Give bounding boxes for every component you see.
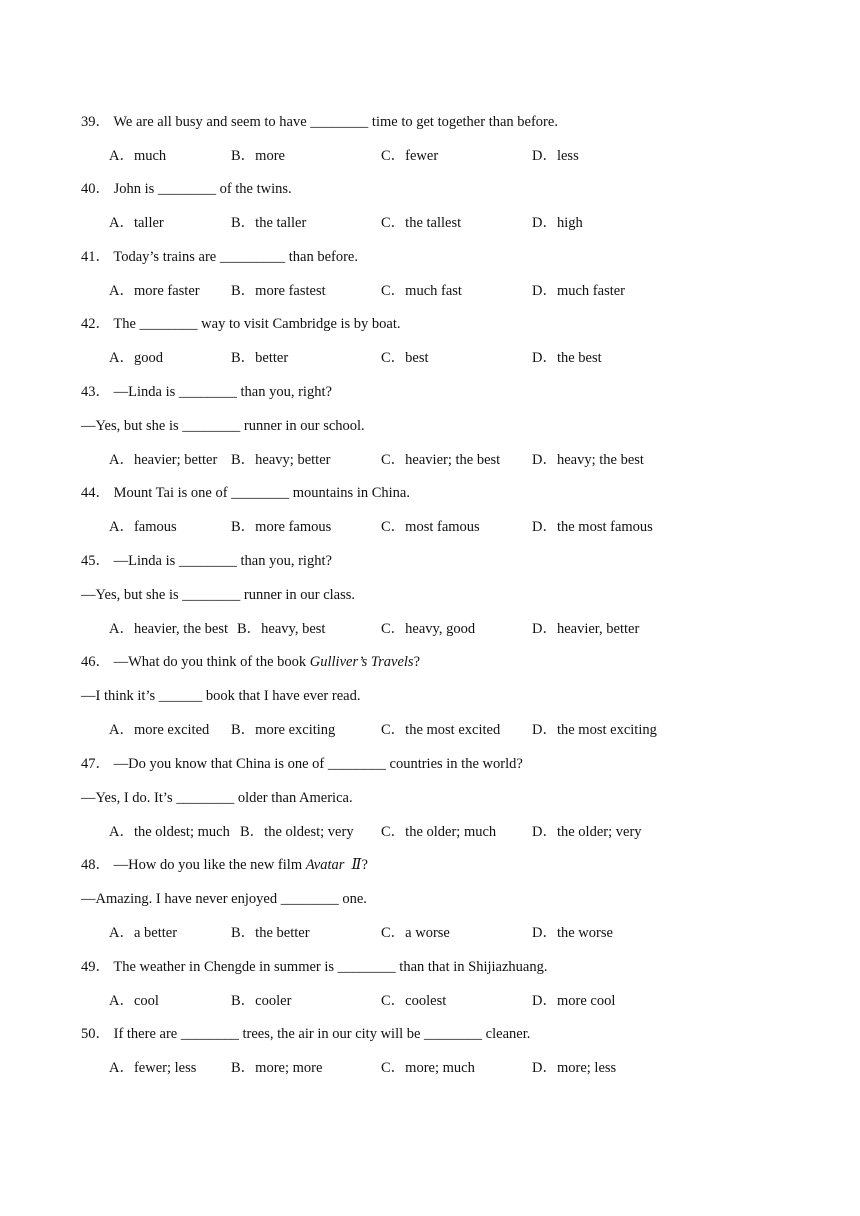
question-45: 45． —Linda is ________ than you, right? [81,553,332,569]
option-40-d[interactable]: D．high [532,215,583,231]
option-46-a[interactable]: A．more excited [109,722,210,738]
option-40-b[interactable]: B．the taller [231,215,307,231]
option-43-c[interactable]: C．heavier; the best [381,452,501,468]
option-46-c[interactable]: C．the most excited [381,722,501,738]
option-41-c[interactable]: C．much fast [381,283,462,299]
question-45-response: —Yes, but she is ________ runner in our class. [81,587,356,603]
question-46-response: —I think it’s ______ book that I have ever read. [81,688,361,704]
option-49-d[interactable]: D．more cool [532,993,616,1009]
question-39: 39． We are all busy and seem to have ________ time to get together than before. [81,114,558,130]
option-39-d[interactable]: D．less [532,148,579,164]
option-41-d[interactable]: D．much faster [532,283,626,299]
option-47-c[interactable]: C．the older; much [381,824,497,840]
option-40-c[interactable]: C．the tallest [381,215,462,231]
option-41-a[interactable]: A．more faster [109,283,200,299]
option-48-b[interactable]: B．the better [231,925,310,941]
option-39-c[interactable]: C．fewer [381,148,439,164]
question-40: 40． John is ________ of the twins. [81,181,292,197]
film-title: Avatar Ⅱ [305,857,362,873]
option-50-b[interactable]: B．more; more [231,1060,323,1076]
option-48-c[interactable]: C．a worse [381,925,450,941]
option-42-d[interactable]: D．the best [532,350,602,366]
option-47-b[interactable]: B．the oldest; very [240,824,354,840]
question-43: 43． —Linda is ________ than you, right? [81,384,332,400]
option-47-d[interactable]: D．the older; very [532,824,642,840]
option-41-b[interactable]: B．more fastest [231,283,326,299]
option-45-b[interactable]: B．heavy, best [237,621,326,637]
option-45-c[interactable]: C．heavy, good [381,621,476,637]
question-41: 41． Today’s trains are _________ than before. [81,249,358,265]
option-42-b[interactable]: B．better [231,350,289,366]
question-49: 49． The weather in Chengde in summer is ________ than that in Shijiazhuang. [81,959,548,975]
option-39-a[interactable]: A．much [109,148,167,164]
question-46: 46． —What do you think of the book Gulliver’s Travels? [81,654,420,670]
question-47-response: —Yes, I do. It’s ________ older than America. [81,790,353,806]
question-48: 48． —How do you like the new film Avatar Ⅱ? [81,857,368,873]
question-44: 44． Mount Tai is one of ________ mountains in China. [81,485,410,501]
option-48-d[interactable]: D．the worse [532,925,613,941]
option-49-b[interactable]: B．cooler [231,993,292,1009]
option-45-d[interactable]: D．heavier, better [532,621,640,637]
option-42-c[interactable]: C．best [381,350,429,366]
option-49-a[interactable]: A．cool [109,993,159,1009]
option-49-c[interactable]: C．coolest [381,993,447,1009]
option-42-a[interactable]: A．good [109,350,163,366]
option-45-a[interactable]: A．heavier, the best [109,621,229,637]
option-43-b[interactable]: B．heavy; better [231,452,331,468]
option-50-d[interactable]: D．more; less [532,1060,617,1076]
option-50-c[interactable]: C．more; much [381,1060,475,1076]
option-40-a[interactable]: A．taller [109,215,164,231]
option-48-a[interactable]: A．a better [109,925,178,941]
question-42: 42． The ________ way to visit Cambridge is by boat. [81,316,401,332]
question-43-response: —Yes, but she is ________ runner in our school. [81,418,365,434]
option-43-a[interactable]: A．heavier; better [109,452,218,468]
option-43-d[interactable]: D．heavy; the best [532,452,644,468]
option-44-d[interactable]: D．the most famous [532,519,653,535]
option-39-b[interactable]: B．more [231,148,285,164]
question-47: 47． —Do you know that China is one of ________ countries in the world? [81,756,523,772]
option-46-b[interactable]: B．more exciting [231,722,336,738]
question-50: 50． If there are ________ trees, the air in our city will be ________ cleaner. [81,1026,531,1042]
question-48-response: —Amazing. I have never enjoyed ________ one. [81,891,367,907]
book-title: Gulliver’s Travels [309,654,414,670]
option-50-a[interactable]: A．fewer; less [109,1060,197,1076]
option-47-a[interactable]: A．the oldest; much [109,824,230,840]
option-44-b[interactable]: B．more famous [231,519,332,535]
option-46-d[interactable]: D．the most exciting [532,722,657,738]
option-44-a[interactable]: A．famous [109,519,177,535]
option-44-c[interactable]: C．most famous [381,519,480,535]
